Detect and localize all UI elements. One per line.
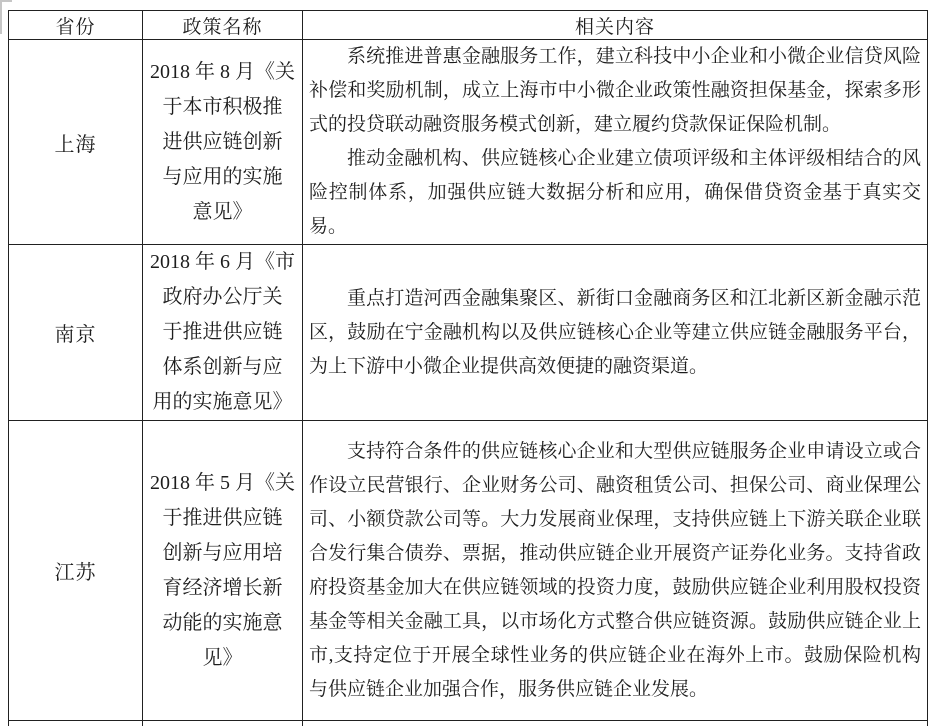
policy-title-line: 进供应链创新 [162, 130, 283, 153]
content-paragraph: 系统推进普惠金融服务工作，建立科技中小企业和小微企业信贷风险补偿和奖励机制，成立上海市中小微企业政策性融资担保基金，探索多形式的投贷联动融资服务模式创新，建立履约贷款保证保险机制。 [309, 46, 921, 135]
policy-title-line: 于推进供应链 [162, 506, 283, 529]
policy-cell [143, 40, 303, 245]
policy-cell [143, 421, 303, 721]
column-header-content: 相关内容 [303, 11, 928, 40]
policy-title-line: 用的实施意见》 [152, 391, 293, 413]
policy-cell-empty [143, 721, 303, 726]
content-cell-empty [303, 721, 928, 726]
policy-cell [143, 245, 303, 421]
policy-title-line: 政府办公厅关 [162, 286, 283, 308]
content-cell [303, 40, 928, 245]
province-cell-empty [9, 721, 143, 726]
province-cell: 上海 [9, 40, 143, 245]
province-cell: 江苏 [9, 421, 143, 721]
policy-title-line: 于推进供应链 [162, 321, 283, 343]
policy-title-line: 体系创新与应 [162, 356, 283, 378]
content-cell [303, 245, 928, 421]
content-paragraph: 推动金融机构、供应链核心企业建立债项评级和主体评级相结合的风险控制体系，加强供应链大数据分析和应用，确保借贷资金基于真实交易。 [309, 148, 921, 237]
content-paragraph: 重点打造河西金融集聚区、新街口金融商务区和江北新区新金融示范区，鼓励在宁金融机构以及供应链核心企业等建立供应链金融服务平台，为上下游中小微企业提供高效便捷的融资渠道。 [309, 287, 921, 377]
table-row-jiangsu [9, 421, 928, 721]
province-cell: 南京 [9, 245, 143, 421]
policy-table [8, 10, 928, 726]
content-cell [303, 421, 928, 721]
content-paragraph: 支持符合条件的供应链核心企业和大型供应链服务企业申请设立或合作设立民营银行、企业财务公司、融资租赁公司、担保公司、商业保理公司、小额贷款公司等。大力发展商业保理，支持供应链上下游关联企业联合发行集合债券、票据，推动供应链企业开展资产证券化业务。支持省政府投资基金加大在供应链领域的投资力度，鼓励供应链企业利用股权投资基金等相关金融工具，以市场化方式整合供应链资源。鼓励供应链企业上市,支持定位于开展全球性业务的供应链企业在海外上市。鼓励保险机构与供应链企业加强合作，服务供应链企业发展。 [309, 440, 921, 700]
policy-title-line: 2018 年 6 月《市 [150, 251, 295, 273]
policy-title-line: 育经济增长新 [162, 576, 283, 599]
policy-title-line: 创新与应用培 [162, 541, 283, 564]
column-header-province: 省份 [9, 11, 143, 40]
table-row-nanjing [9, 245, 928, 421]
policy-title-line: 意见》 [192, 200, 253, 223]
policy-title-line: 动能的实施意 [162, 611, 283, 634]
table-header-row [9, 11, 928, 40]
table-row-partial [9, 721, 928, 726]
column-header-policy: 政策名称 [143, 11, 303, 40]
table-row-shanghai [9, 40, 928, 245]
policy-title-line: 2018 年 8 月《关 [150, 60, 295, 83]
policy-title-line: 与应用的实施 [162, 165, 283, 188]
policy-title-line: 见》 [202, 646, 243, 669]
policy-title-line: 2018 年 5 月《关 [150, 471, 295, 494]
policy-title-line: 于本市积极推 [162, 95, 283, 118]
